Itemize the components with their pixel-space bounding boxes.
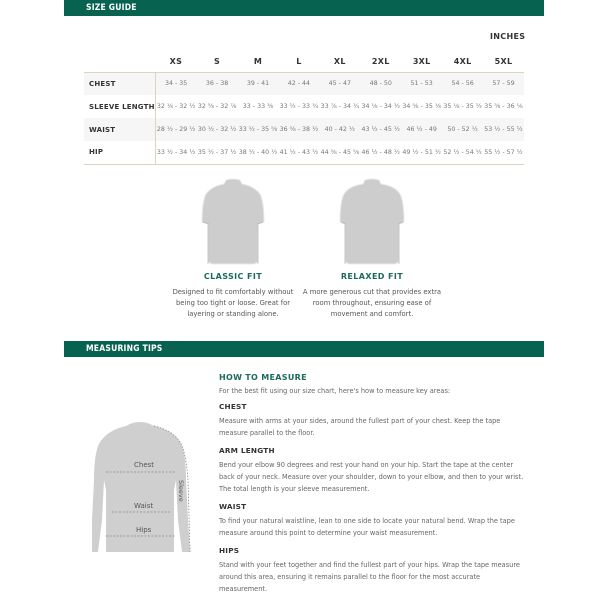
classic-fit-description: Designed to fit comfortably without being too tight or loose. Great for layering or standing alone. <box>172 288 294 318</box>
table-corner <box>84 52 155 72</box>
tip-arm-length <box>219 446 529 495</box>
relaxed-fit-description: A more generous cut that provides extra room throughout, ensuring ease of movement and comfort. <box>302 288 442 318</box>
tip-text: To find your natural waistline, lean to one side to locate your natural bend. Wrap the tape measure around this point to determine your waist measurement. <box>219 517 515 537</box>
cell: 52 ½ - 54 ½ <box>442 141 483 164</box>
classic-fit-card <box>163 178 303 320</box>
measuring-tips-header <box>64 341 544 357</box>
cell: 45 - 47 <box>319 72 360 95</box>
tip-text: Stand with your feet together and find the fullest part of your hips. Wrap the tape measure around this area, ensuring it remains parallel to the floor for the most accurate measurement. <box>219 561 520 593</box>
row-label: SLEEVE LENGTH <box>84 95 155 118</box>
cell: 57 - 59 <box>483 72 524 95</box>
size-col-xs: XS <box>155 52 196 72</box>
tip-waist <box>219 502 529 539</box>
cell: 44 ⅝ - 45 ⅝ <box>319 141 360 164</box>
cell: 51 - 53 <box>401 72 442 95</box>
cell: 30 ½ - 32 ½ <box>197 118 238 141</box>
row-label: HIP <box>84 141 155 164</box>
size-col-l: L <box>278 52 319 72</box>
cell: 34 - 35 <box>155 72 196 95</box>
units-label: INCHES <box>490 32 526 41</box>
tip-heading: WAIST <box>219 502 247 511</box>
how-to-measure-intro: For the best fit using our size chart, here's how to measure key areas: <box>219 387 451 395</box>
how-to-measure-section <box>219 373 529 595</box>
hips-label: Hips <box>136 526 152 534</box>
torso-diagram-icon <box>92 420 212 560</box>
relaxed-fit-title: RELAXED FIT <box>340 272 404 281</box>
row-label: WAIST <box>84 118 155 141</box>
tip-heading: ARM LENGTH <box>219 446 275 455</box>
cell: 34 ⅝ - 35 ⅛ <box>402 103 441 110</box>
tip-text: Measure with arms at your sides, around the fullest part of your chest. Keep the tape measure parallel to the floor. <box>219 417 501 437</box>
cell: 33 ½ - 33 ¾ <box>279 103 319 110</box>
size-chart-table <box>84 52 524 165</box>
cell: 53 ½ - 55 ½ <box>483 118 524 141</box>
cell: 36 - 38 <box>197 72 238 95</box>
classic-fit-shirt-icon <box>198 178 268 266</box>
classic-fit-title: CLASSIC FIT <box>203 272 263 281</box>
cell: 55 ½ - 57 ½ <box>483 141 524 164</box>
size-col-2xl: 2XL <box>360 52 401 72</box>
table-row-waist <box>84 118 524 141</box>
cell: 39 - 41 <box>238 72 279 95</box>
table-row-chest <box>84 72 524 95</box>
cell: 35 ⅝ - 36 ⅛ <box>484 103 523 110</box>
cell: 28 ½ - 29 ½ <box>155 118 196 141</box>
waist-label: Waist <box>134 502 154 510</box>
cell: 54 - 56 <box>442 72 483 95</box>
cell: 33 ½ - 34 ½ <box>155 141 196 164</box>
cell: 48 - 50 <box>360 72 401 95</box>
body-measurement-figure <box>92 420 212 564</box>
table-row-sleeve-length <box>84 95 524 118</box>
tip-heading: CHEST <box>219 402 247 411</box>
chest-label: Chest <box>134 461 155 469</box>
size-col-s: S <box>197 52 238 72</box>
cell: 49 ½ - 51 ½ <box>401 141 442 164</box>
tip-hips <box>219 546 529 595</box>
row-label: CHEST <box>84 72 155 95</box>
cell: 43 ½ - 45 ½ <box>360 118 401 141</box>
size-col-4xl: 4XL <box>442 52 483 72</box>
cell: 46 ½ - 49 <box>401 118 442 141</box>
relaxed-fit-card <box>302 178 442 320</box>
cell: 35 ⅛ - 35 ½ <box>443 103 482 110</box>
cell: 33 ⅞ - 34 ¼ <box>320 103 360 110</box>
tip-heading: HIPS <box>219 546 240 555</box>
cell: 35 ½ - 37 ½ <box>197 141 238 164</box>
cell: 33 ½ - 35 ⅝ <box>238 118 279 141</box>
cell: 42 - 44 <box>278 72 319 95</box>
cell: 36 ⅝ - 38 ½ <box>278 118 319 141</box>
size-col-5xl: 5XL <box>483 52 524 72</box>
size-col-m: M <box>238 52 279 72</box>
size-col-xl: XL <box>319 52 360 72</box>
tip-chest <box>219 402 529 439</box>
size-col-3xl: 3XL <box>401 52 442 72</box>
tip-text: Bend your elbow 90 degrees and rest your hand on your hip. Start the tape at the center back of your neck. Measure over your shoulder, down to your elbow, and then to your wrist. The total length is your sleeve measurement. <box>219 461 524 493</box>
size-guide-title: SIZE GUIDE <box>86 3 137 13</box>
measuring-tips-title: MEASURING TIPS <box>86 344 163 354</box>
how-to-measure-title: HOW TO MEASURE <box>219 373 307 382</box>
size-header-row <box>84 52 524 72</box>
cell: 34 ⅛ - 34 ½ <box>361 103 401 110</box>
cell: 50 - 52 ½ <box>442 118 483 141</box>
cell: 32 ⅛ - 32 ½ <box>156 103 196 110</box>
cell: 41 ½ - 43 ½ <box>278 141 319 164</box>
sleeve-label: Sleeve <box>177 480 185 502</box>
cell: 46 ½ - 48 ½ <box>360 141 401 164</box>
cell: 38 ½ - 40 ½ <box>238 141 279 164</box>
table-row-hip <box>84 141 524 164</box>
size-guide-header <box>64 0 544 16</box>
cell: 40 - 42 ½ <box>319 118 360 141</box>
cell: 32 ⅝ - 32 ⅞ <box>197 103 237 110</box>
relaxed-fit-shirt-icon <box>337 178 407 266</box>
cell: 33 - 33 ⅜ <box>242 103 274 110</box>
